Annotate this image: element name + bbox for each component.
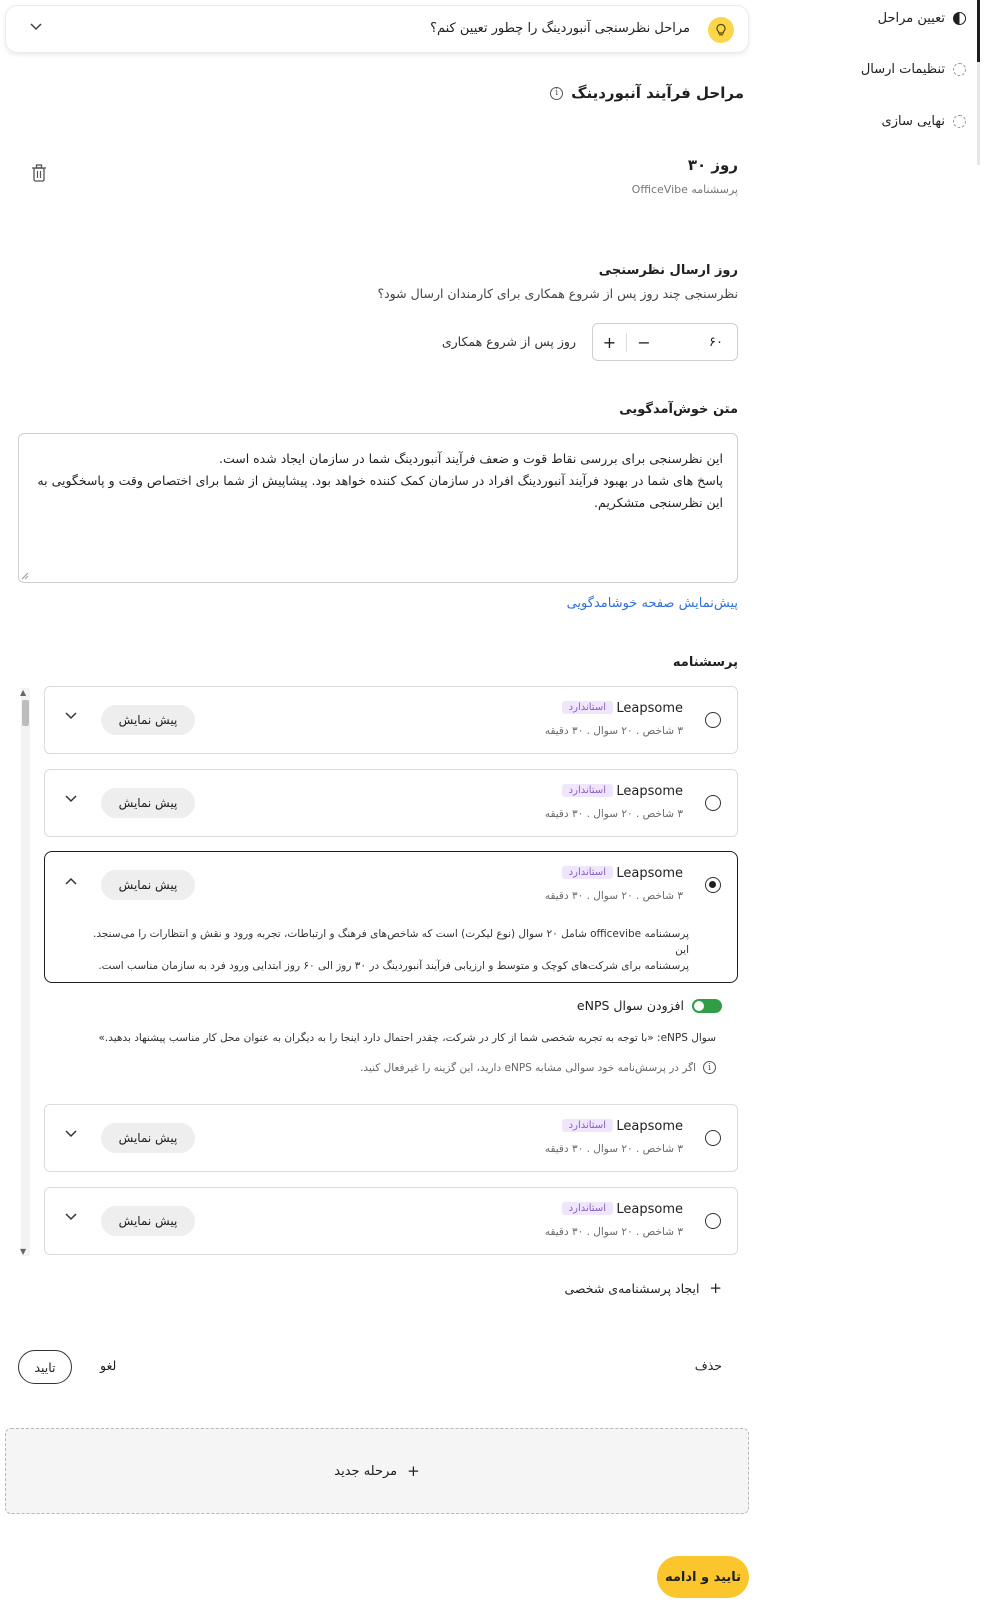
add-new-step-button[interactable]: + مرحله جدید xyxy=(5,1428,749,1514)
info-icon[interactable]: i xyxy=(550,87,563,100)
help-tip-banner[interactable] xyxy=(5,5,749,53)
standard-badge: استاندارد xyxy=(562,701,613,714)
scroll-thumb[interactable] xyxy=(22,700,29,726)
stage-subtitle: پرسشنامه OfficeVibe xyxy=(631,183,738,196)
radio-button[interactable] xyxy=(705,795,721,811)
preview-button[interactable]: پیش نمایش xyxy=(101,788,195,818)
step-define-stages[interactable] xyxy=(878,11,966,26)
delete-button[interactable]: حذف xyxy=(694,1358,722,1373)
send-day-stepper[interactable] xyxy=(592,323,738,361)
confirm-and-continue-button[interactable]: تایید و ادامه xyxy=(657,1556,749,1598)
dashed-circle-icon xyxy=(953,63,966,76)
step-finalize[interactable] xyxy=(882,114,966,129)
standard-badge: استاندارد xyxy=(562,866,613,879)
standard-badge: استاندارد xyxy=(562,784,613,797)
questionnaire-scrollbar[interactable] xyxy=(18,688,32,1256)
questionnaire-meta: ۳ شاخص . ۲۰ سوال . ۳۰ دقیقه xyxy=(544,808,683,820)
chevron-down-icon[interactable] xyxy=(30,19,42,35)
plus-icon: + xyxy=(709,1279,722,1297)
questionnaire-card[interactable] xyxy=(44,1187,738,1255)
preview-button[interactable]: پیش نمایش xyxy=(101,870,195,900)
step-send-settings[interactable] xyxy=(861,62,966,77)
chevron-down-icon[interactable] xyxy=(65,709,77,724)
plus-icon: + xyxy=(407,1462,420,1480)
welcome-label: متن خوش‌آمدگویی xyxy=(619,402,738,417)
preview-button[interactable]: پیش نمایش xyxy=(101,705,195,735)
questionnaire-card[interactable] xyxy=(44,769,738,837)
step-navigator xyxy=(766,0,1006,170)
questionnaire-name: Leapsome xyxy=(616,1119,683,1134)
questionnaire-meta: ۳ شاخص . ۲۰ سوال . ۳۰ دقیقه xyxy=(544,1226,683,1238)
scroll-up-icon[interactable]: ▲ xyxy=(20,688,27,697)
dashed-circle-icon xyxy=(953,115,966,128)
welcome-textarea[interactable] xyxy=(18,433,738,583)
create-custom-questionnaire-button[interactable]: + ایجاد پرسشنامه‌ی شخصی xyxy=(564,1279,722,1297)
scroll-down-icon[interactable]: ▼ xyxy=(20,1247,27,1256)
step-label: تعیین مراحل xyxy=(877,11,945,26)
decrement-button[interactable]: − xyxy=(637,332,651,352)
questionnaire-label: پرسشنامه xyxy=(672,655,738,670)
chevron-down-icon[interactable] xyxy=(65,792,77,807)
radio-button-selected[interactable] xyxy=(705,877,721,893)
radio-button[interactable] xyxy=(705,1130,721,1146)
section-title: مراحل فرآیند آنبوردینگ xyxy=(571,84,744,102)
send-day-label: روز ارسال نظرسنجی xyxy=(598,263,738,278)
standard-badge: استاندارد xyxy=(562,1202,613,1215)
welcome-preview-link[interactable]: پیش‌نمایش صفحه خوشامدگویی xyxy=(566,596,738,611)
questionnaire-card[interactable] xyxy=(44,686,738,754)
enps-question: سوال eNPS: «با توجه به تجربه شخصی شما از کار در شرکت، چقدر احتمال دارد اینجا را به دیگران به عنوان محل کار مناسب پیشنهاد بدهید.» xyxy=(98,1032,716,1044)
questionnaire-meta: ۳ شاخص . ۲۰ سوال . ۳۰ دقیقه xyxy=(544,1143,683,1155)
questionnaire-card[interactable] xyxy=(44,1104,738,1172)
cancel-button[interactable]: لغو xyxy=(100,1358,117,1373)
preview-button[interactable]: پیش نمایش xyxy=(101,1206,195,1236)
questionnaire-meta: ۳ شاخص . ۲۰ سوال . ۳۰ دقیقه xyxy=(544,725,683,737)
enps-toggle-row[interactable] xyxy=(577,998,722,1013)
confirm-button[interactable]: تایید xyxy=(18,1350,72,1384)
chevron-down-icon[interactable] xyxy=(65,1210,77,1225)
enps-hint: i اگر در پرسش‌نامه خود سوالی مشابه eNPS دارید، این گزینه را غیرفعال کنید. xyxy=(360,1061,716,1074)
increment-button[interactable]: + xyxy=(593,333,627,352)
welcome-line-2: پاسخ های شما در بهبود فرآیند آنبوردینگ افراد در سازمان کمک کننده خواهد بود. پیشاپیش از شما برای اختصاص وقت و پاسخگویی به xyxy=(37,473,723,488)
questionnaire-name: Leapsome xyxy=(616,701,683,716)
stepper-rail-active xyxy=(977,0,980,62)
questionnaire-meta: ۳ شاخص . ۲۰ سوال . ۳۰ دقیقه xyxy=(544,890,683,902)
step-label: تنظیمات ارسال xyxy=(860,62,945,77)
chevron-up-icon[interactable] xyxy=(65,874,77,889)
questionnaire-card-selected[interactable] xyxy=(44,851,738,983)
section-header xyxy=(550,84,744,102)
resize-handle-icon[interactable] xyxy=(21,572,29,580)
welcome-line-3: این نظرسنجی متشکریم. xyxy=(594,495,723,510)
enps-toggle[interactable] xyxy=(692,999,722,1013)
trash-icon[interactable] xyxy=(30,163,48,183)
chevron-down-icon[interactable] xyxy=(65,1127,77,1142)
send-day-help: نظرسنجی چند روز پس از شروع همکاری برای کارمندان ارسال شود؟ xyxy=(377,286,738,301)
send-day-value[interactable]: ۶۰ xyxy=(709,334,723,350)
radio-button[interactable] xyxy=(705,712,721,728)
enps-toggle-label: افزودن سوال eNPS xyxy=(576,998,684,1013)
questionnaire-name: Leapsome xyxy=(616,866,683,881)
lightbulb-icon xyxy=(708,17,734,43)
info-icon: i xyxy=(703,1061,716,1074)
stage-title: روز ۳۰ xyxy=(687,156,738,174)
preview-button[interactable]: پیش نمایش xyxy=(101,1123,195,1153)
questionnaire-name: Leapsome xyxy=(616,1202,683,1217)
step-label: نهایی سازی xyxy=(881,114,945,129)
tip-text: مراحل نظرسنجی آنبوردینگ را چطور تعیین کنم؟ xyxy=(430,21,690,36)
welcome-line-1: این نظرسنجی برای بررسی نقاط قوت و ضعف فرآیند آنبوردینگ شما در سازمان ایجاد شده است. xyxy=(218,451,723,466)
send-day-suffix: روز پس از شروع همکاری xyxy=(441,334,576,349)
radio-button[interactable] xyxy=(705,1213,721,1229)
questionnaire-name: Leapsome xyxy=(616,784,683,799)
standard-badge: استاندارد xyxy=(562,1119,613,1132)
questionnaire-description: پرسشنامه officevibe شامل ۲۰ سوال (نوع لیکرت) است که شاخص‌های فرهنگ و ارتباطات، تجربه ورود و نقش و انتظارات را می‌سنجد. این پرسشنامه برای شرکت‌های کوچک و متوسط و ارزیابی فرآیند آنبوردینگ در ۳۰ روز الی ۶۰ روز ابتدایی ورود فرد به سازمان مناسب است. xyxy=(92,928,689,972)
half-circle-icon xyxy=(953,12,966,25)
